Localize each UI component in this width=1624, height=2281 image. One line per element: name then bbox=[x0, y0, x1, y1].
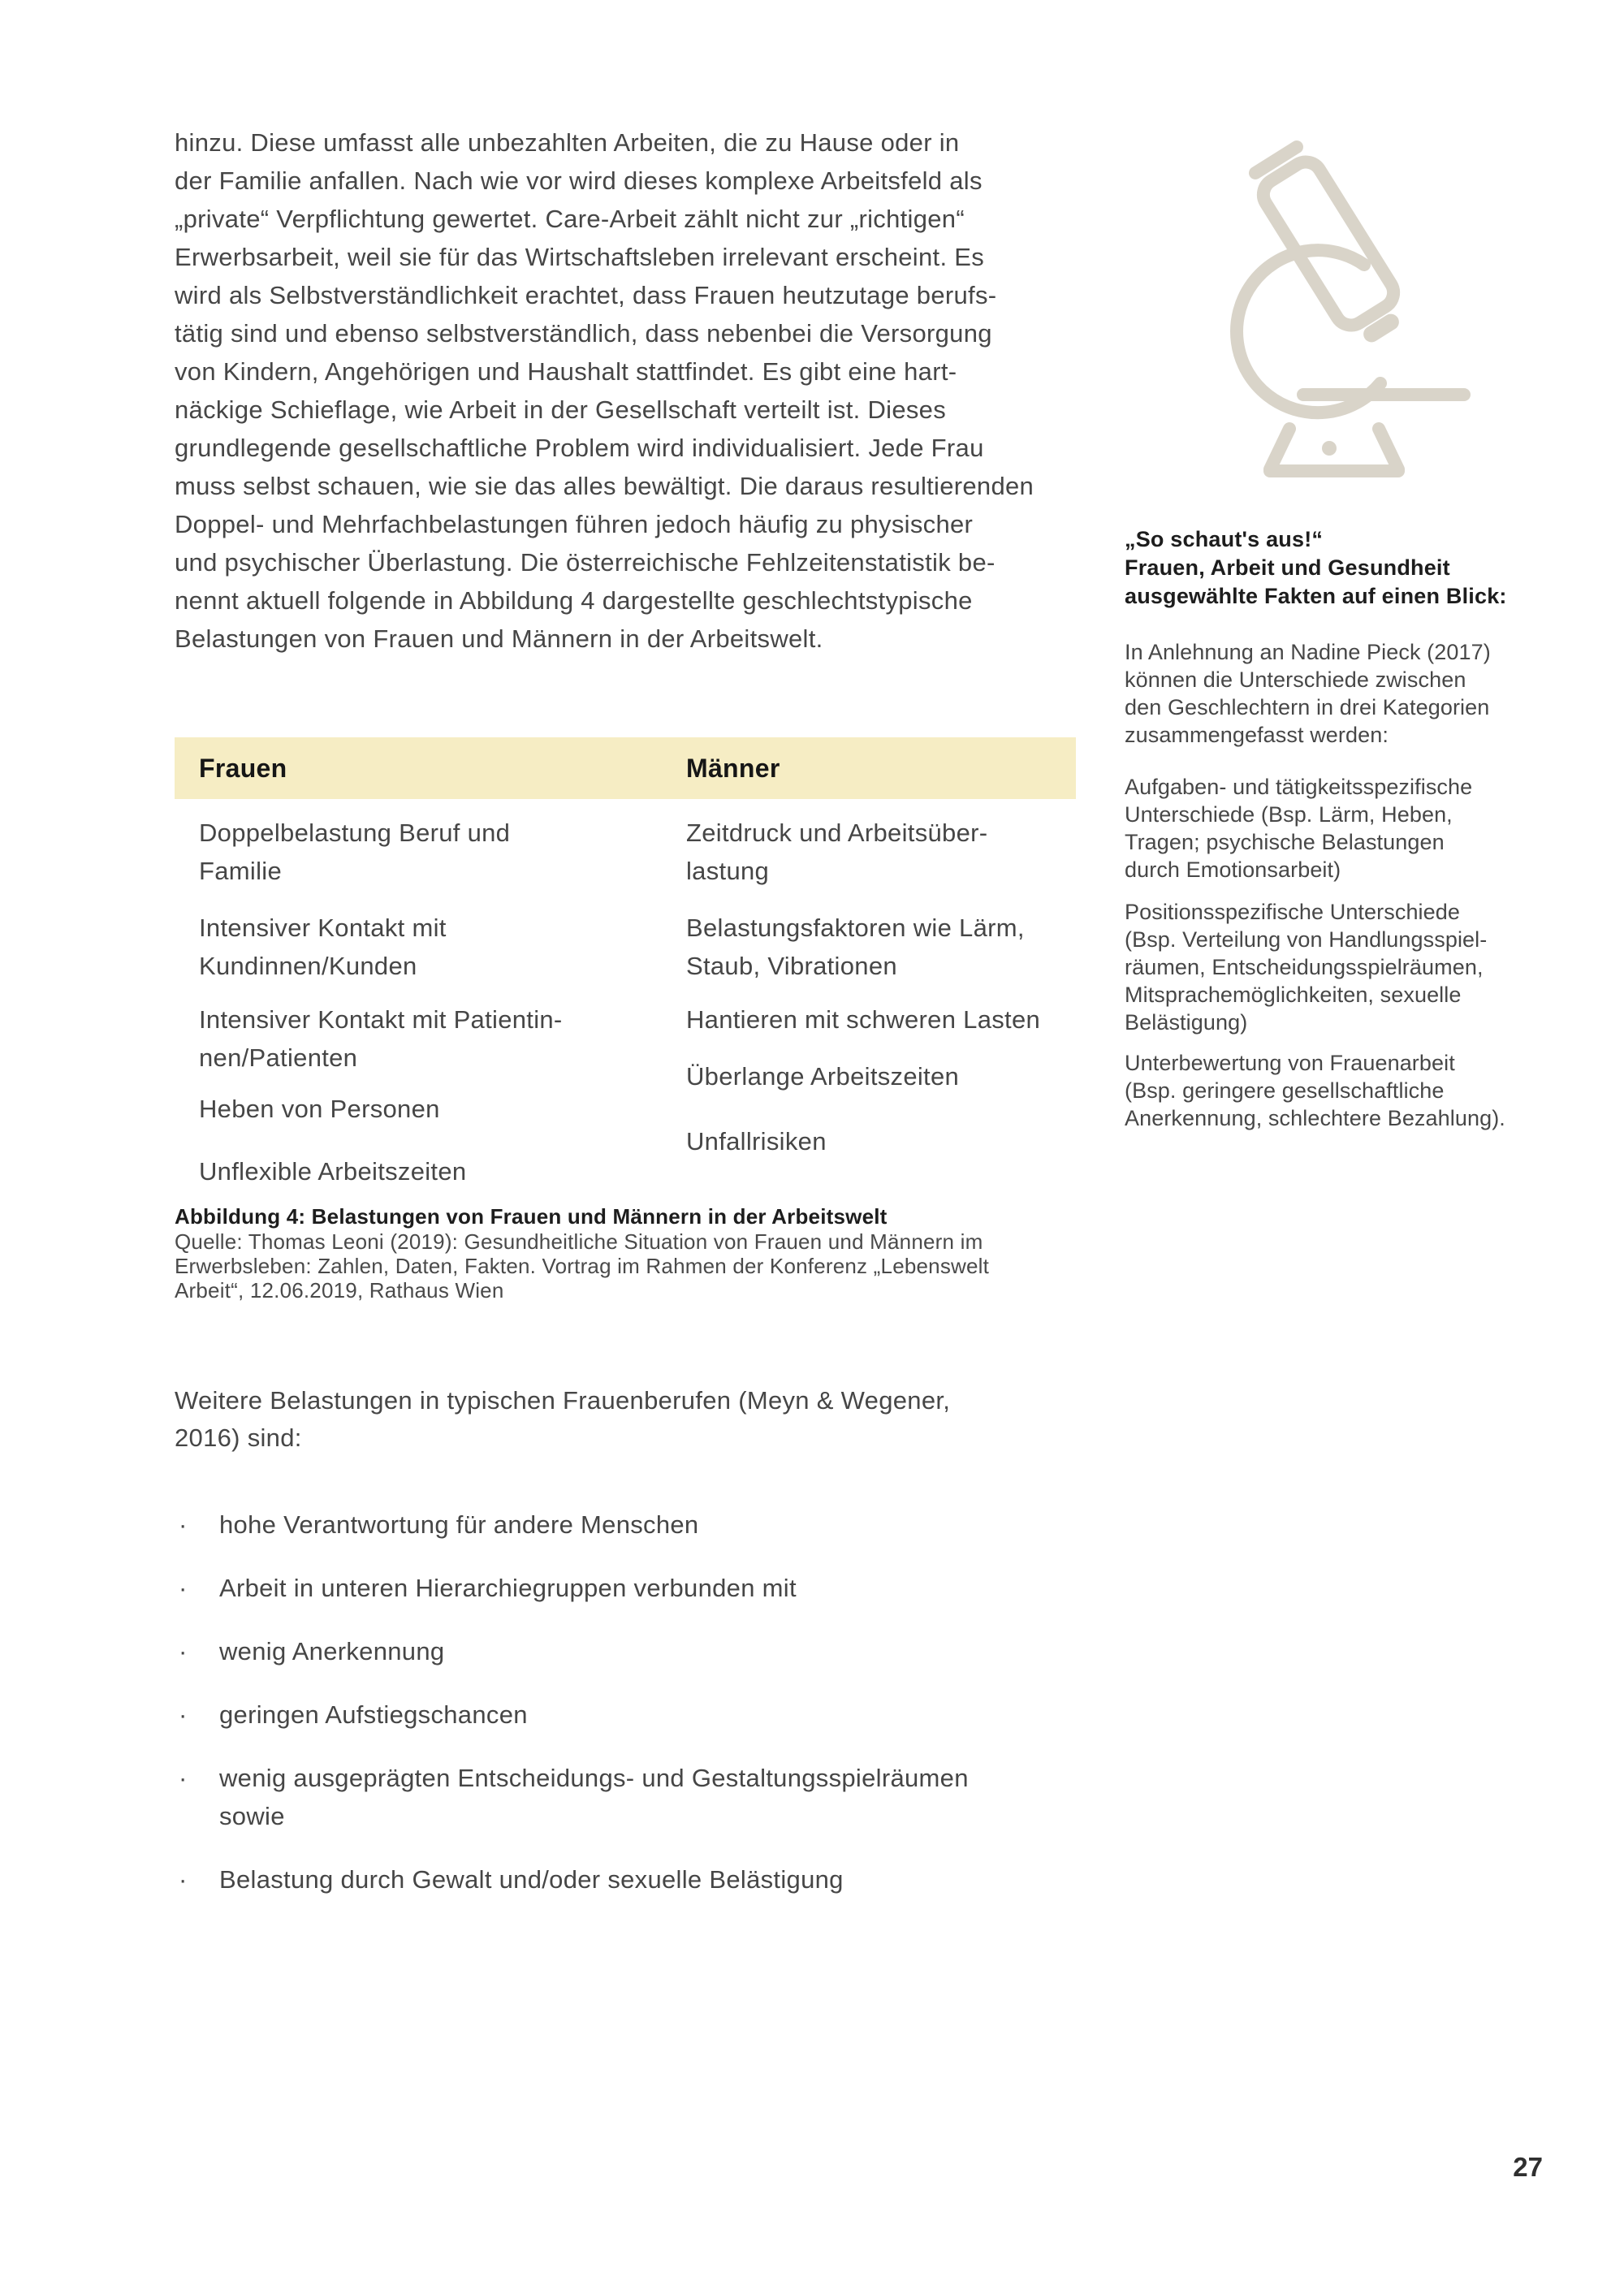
text-line: Quelle: Thomas Leoni (2019): Gesundheitliche Situation von Frauen und Männern im bbox=[175, 1229, 983, 1254]
table-cell bbox=[686, 909, 1084, 985]
list-item-text bbox=[219, 1632, 1116, 1670]
text-line: Unfallrisiken bbox=[686, 1127, 827, 1156]
bullet-dot-icon: · bbox=[179, 1637, 188, 1665]
text-line: sowie bbox=[219, 1802, 285, 1830]
table-cell bbox=[199, 1000, 670, 1077]
sidebar-paragraph bbox=[1125, 638, 1551, 749]
page-number: 27 bbox=[1513, 2152, 1543, 2182]
table-cell bbox=[199, 1152, 670, 1190]
figure-caption-title: Abbildung 4: Belastungen von Frauen und Männern in der Arbeitswelt bbox=[175, 1204, 888, 1229]
text-line: Intensiver Kontakt mit bbox=[199, 914, 447, 942]
table-header-maenner: Männer bbox=[686, 754, 780, 783]
text-line: nennt aktuell folgende in Abbildung 4 dargestellte geschlechtstypische bbox=[175, 586, 973, 615]
text-line: der Familie anfallen. Nach wie vor wird dieses komplexe Arbeitsfeld als bbox=[175, 166, 983, 195]
text-line: Unflexible Arbeitszeiten bbox=[199, 1157, 467, 1186]
text-line: lastung bbox=[686, 857, 770, 885]
sidebar-paragraph bbox=[1125, 1049, 1551, 1132]
text-line: Erwerbsleben: Zahlen, Daten, Fakten. Vortrag im Rahmen der Konferenz „Lebenswelt bbox=[175, 1254, 990, 1278]
text-line: den Geschlechtern in drei Kategorien bbox=[1125, 695, 1490, 719]
table-cell bbox=[686, 1057, 1084, 1095]
text-line: Intensiver Kontakt mit Patientin- bbox=[199, 1005, 563, 1034]
text-line: Arbeit“, 12.06.2019, Rathaus Wien bbox=[175, 1278, 504, 1303]
list-item-text bbox=[219, 1759, 1116, 1835]
text-line: (Bsp. Verteilung von Handlungsspiel- bbox=[1125, 927, 1488, 952]
text-line: Unterschiede (Bsp. Lärm, Heben, bbox=[1125, 802, 1453, 827]
text-line: Erwerbsarbeit, weil sie für das Wirtschaftsleben irrelevant erscheint. Es bbox=[175, 243, 985, 271]
text-line: zusammengefasst werden: bbox=[1125, 723, 1389, 747]
list-item-text bbox=[219, 1506, 1116, 1544]
microscope-icon bbox=[1206, 122, 1474, 483]
figure-caption-source bbox=[175, 1229, 1092, 1303]
text-line: Doppelbelastung Beruf und bbox=[199, 819, 511, 847]
text-line: und psychischer Überlastung. Die österreichische Fehlzeitenstatistik be- bbox=[175, 548, 996, 577]
list-item bbox=[175, 1696, 1116, 1734]
text-line: näckige Schieflage, wie Arbeit in der Gesellschaft verteilt ist. Dieses bbox=[175, 395, 947, 424]
text-line: Belästigung) bbox=[1125, 1010, 1248, 1035]
text-line: wird als Selbstverständlichkeit erachtet, dass Frauen heutzutage berufs- bbox=[175, 281, 997, 309]
bullet-list bbox=[175, 1506, 1116, 1924]
table-column-maenner bbox=[686, 814, 1084, 1160]
text-line: Arbeit in unteren Hierarchiegruppen verbunden mit bbox=[219, 1574, 797, 1602]
text-line: Überlange Arbeitszeiten bbox=[686, 1062, 960, 1091]
text-line: Doppel- und Mehrfachbelastungen führen jedoch häufig zu physischer bbox=[175, 510, 974, 538]
text-line: Tragen; psychische Belastungen bbox=[1125, 830, 1445, 854]
text-line: hohe Verantwortung für andere Menschen bbox=[219, 1510, 699, 1539]
text-line: räumen, Entscheidungsspielräumen, bbox=[1125, 955, 1484, 979]
text-line: wenig Anerkennung bbox=[219, 1637, 445, 1665]
table-cell bbox=[199, 814, 670, 890]
table-cell bbox=[199, 1090, 670, 1128]
table-header-frauen: Frauen bbox=[199, 754, 287, 783]
bullet-dot-icon: · bbox=[179, 1700, 188, 1729]
text-line: muss selbst schauen, wie sie das alles bewältigt. Die daraus resultierenden bbox=[175, 472, 1034, 500]
text-line: nen/Patienten bbox=[199, 1043, 358, 1072]
text-line: Positionsspezifische Unterschiede bbox=[1125, 900, 1461, 924]
text-line: Familie bbox=[199, 857, 283, 885]
table-column-frauen bbox=[199, 814, 670, 1190]
text-line: Frauen, Arbeit und Gesundheit bbox=[1125, 555, 1450, 580]
text-line: Belastungsfaktoren wie Lärm, bbox=[686, 914, 1025, 942]
text-line: Belastungen von Frauen und Männern in der Arbeitswelt. bbox=[175, 624, 823, 653]
text-line: von Kindern, Angehörigen und Haushalt stattfindet. Es gibt eine hart- bbox=[175, 357, 957, 386]
bullet-dot-icon: · bbox=[179, 1574, 188, 1602]
text-line: Belastung durch Gewalt und/oder sexuelle Belästigung bbox=[219, 1865, 844, 1894]
text-line: Heben von Personen bbox=[199, 1095, 440, 1123]
sidebar bbox=[1125, 525, 1551, 1132]
list-item bbox=[175, 1860, 1116, 1899]
sidebar-heading bbox=[1125, 525, 1551, 611]
table-header bbox=[175, 737, 1076, 799]
text-line: Aufgaben- und tätigkeitsspezifische bbox=[1125, 775, 1473, 799]
text-line: Hantieren mit schweren Lasten bbox=[686, 1005, 1041, 1034]
list-item bbox=[175, 1569, 1116, 1607]
list-item-text bbox=[219, 1569, 1116, 1607]
bullet-dot-icon: · bbox=[179, 1865, 188, 1894]
bullet-dot-icon: · bbox=[179, 1510, 188, 1539]
text-line: durch Emotionsarbeit) bbox=[1125, 858, 1341, 882]
text-line: hinzu. Diese umfasst alle unbezahlten Arbeiten, die zu Hause oder in bbox=[175, 128, 960, 157]
text-line: Unterbewertung von Frauenarbeit bbox=[1125, 1051, 1455, 1075]
sidebar-paragraph bbox=[1125, 773, 1551, 883]
figure-caption bbox=[175, 1203, 1092, 1303]
list-item-text bbox=[219, 1860, 1116, 1899]
bullet-dot-icon: · bbox=[179, 1764, 188, 1792]
list-item bbox=[175, 1759, 1116, 1835]
text-line: Weitere Belastungen in typischen Frauenberufen (Meyn & Wegener, bbox=[175, 1386, 951, 1415]
text-line: ausgewählte Fakten auf einen Blick: bbox=[1125, 584, 1507, 608]
list-item bbox=[175, 1506, 1116, 1544]
text-line: können die Unterschiede zwischen bbox=[1125, 667, 1466, 692]
list-item bbox=[175, 1632, 1116, 1670]
text-line: tätig sind und ebenso selbstverständlich, dass nebenbei die Versorgung bbox=[175, 319, 992, 348]
text-line: Staub, Vibrationen bbox=[686, 952, 897, 980]
text-line: Anerkennung, schlechtere Bezahlung). bbox=[1125, 1106, 1505, 1130]
text-line: Mitsprachemöglichkeiten, sexuelle bbox=[1125, 983, 1462, 1007]
text-line: geringen Aufstiegschancen bbox=[219, 1700, 528, 1729]
table-cell bbox=[686, 814, 1084, 890]
text-line: (Bsp. geringere gesellschaftliche bbox=[1125, 1078, 1445, 1103]
table-cell bbox=[686, 1122, 1084, 1160]
text-line: Zeitdruck und Arbeitsüber- bbox=[686, 819, 988, 847]
list-item-text bbox=[219, 1696, 1116, 1734]
text-line: Kundinnen/Kunden bbox=[199, 952, 417, 980]
text-line: „So schaut's aus!“ bbox=[1125, 527, 1324, 551]
table-cell bbox=[686, 1000, 1084, 1039]
text-line: In Anlehnung an Nadine Pieck (2017) bbox=[1125, 640, 1491, 664]
text-line: „private“ Verpflichtung gewertet. Care-Arbeit zählt nicht zur „richtigen“ bbox=[175, 205, 965, 233]
further-burdens-paragraph bbox=[175, 1382, 1076, 1457]
text-line: wenig ausgeprägten Entscheidungs- und Gestaltungsspielräumen bbox=[219, 1764, 969, 1792]
text-line: 2016) sind: bbox=[175, 1423, 302, 1452]
sidebar-paragraph bbox=[1125, 898, 1551, 1036]
text-line: grundlegende gesellschaftliche Problem wird individualisiert. Jede Frau bbox=[175, 434, 984, 462]
table-cell bbox=[199, 909, 670, 985]
intro-paragraph bbox=[175, 123, 1076, 658]
